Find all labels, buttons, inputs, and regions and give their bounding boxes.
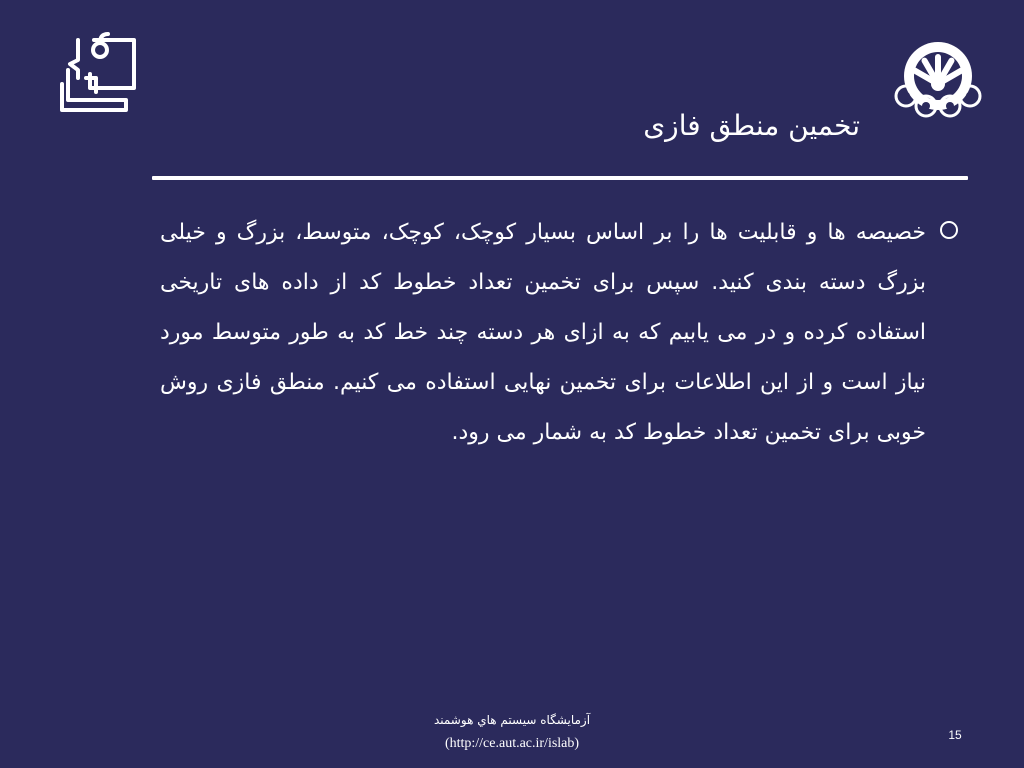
hollow-circle-bullet-icon — [940, 221, 958, 239]
title-divider — [152, 176, 968, 180]
footer — [412, 708, 612, 756]
footer-lab-name: آزمایشگاه سیستم هاي هوشمند — [433, 713, 591, 727]
footer-url: (http://ce.aut.ac.ir/islab) — [444, 736, 580, 751]
slide-body-text: خصیصه ها و قابلیت ها را بر اساس بسیار کوچک، کوچک، متوسط، بزرگ و خیلی بزرگ دسته بندی کنید. سپس برای تخمین تعداد خطوط کد از داده های تاریخی استفاده کرده و در می یابیم که به ازای هر دسته چند خط کد به طور متوسط مورد نیاز است و از این اطلاعات برای تخمین نهایی استفاده می کنیم. منطق فازی روش خوبی برای تخمین تعداد خطوط کد به شمار می رود. — [160, 220, 926, 445]
computer-user-icon — [56, 30, 138, 114]
slide-title: تخمین منطق فازی — [643, 109, 860, 142]
university-seal-icon — [888, 34, 988, 126]
page-number: 15 — [948, 728, 962, 742]
